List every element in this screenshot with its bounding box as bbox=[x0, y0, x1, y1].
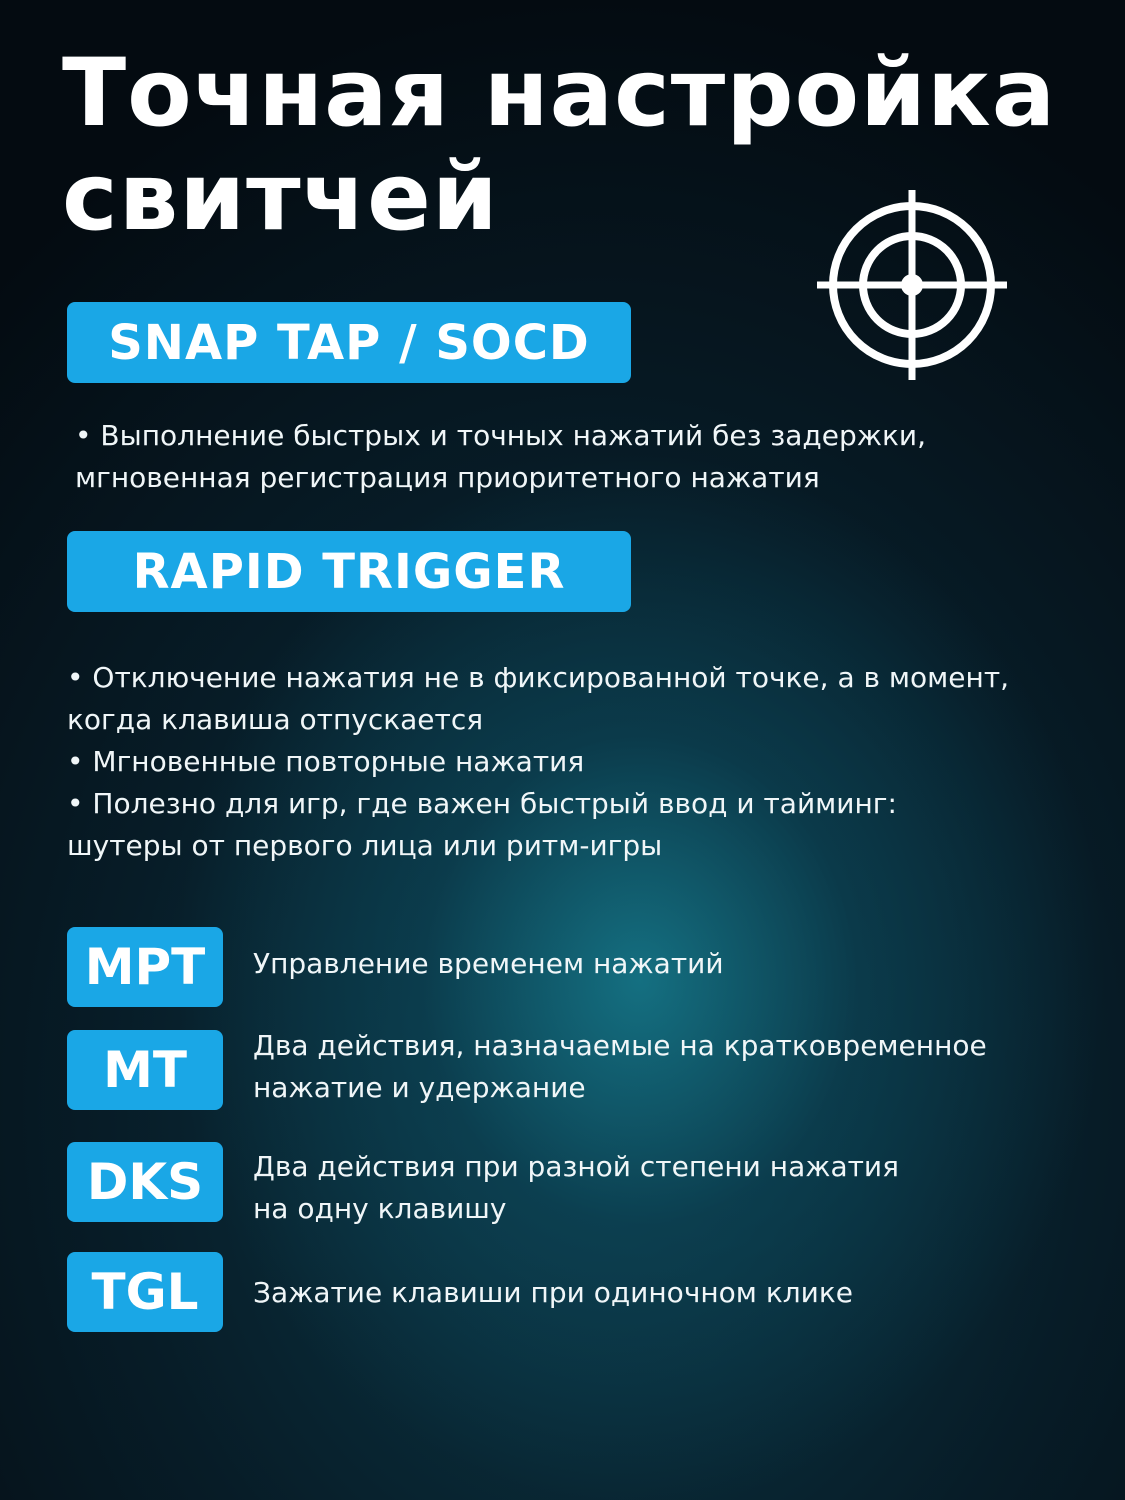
mt-line: Два действия, назначаемые на кратковременное bbox=[253, 1029, 987, 1062]
title-line-2: свитчей bbox=[62, 143, 499, 252]
snap-tap-description bbox=[75, 415, 926, 499]
dks-badge: DKS bbox=[67, 1142, 223, 1222]
mpt-description bbox=[253, 943, 724, 985]
rapid-trigger-line: шутеры от первого лица или ритм-игры bbox=[67, 829, 663, 862]
mpt-badge: MPT bbox=[67, 927, 223, 1007]
rapid-trigger-line: • Отключение нажатия не в фиксированной точке, а в момент, bbox=[67, 661, 1010, 694]
rapid-trigger-line: когда клавиша отпускается bbox=[67, 703, 484, 736]
mt-description bbox=[253, 1025, 987, 1109]
tgl-description bbox=[253, 1272, 853, 1314]
mt-badge: MT bbox=[67, 1030, 223, 1110]
mpt-line: Управление временем нажатий bbox=[253, 947, 724, 980]
dks-line: Два действия при разной степени нажатия bbox=[253, 1150, 899, 1183]
rapid-trigger-line: • Полезно для игр, где важен быстрый ввод и тайминг: bbox=[67, 787, 897, 820]
mt-line: нажатие и удержание bbox=[253, 1071, 586, 1104]
title-line-1: Точная настройка bbox=[62, 39, 1057, 148]
rapid-trigger-line: • Мгновенные повторные нажатия bbox=[67, 745, 585, 778]
snap-tap-line: мгновенная регистрация приоритетного нажатия bbox=[75, 461, 820, 494]
tgl-line: Зажатие клавиши при одиночном клике bbox=[253, 1276, 853, 1309]
dks-line: на одну клавишу bbox=[253, 1192, 507, 1225]
snap-tap-line: • Выполнение быстрых и точных нажатий без задержки, bbox=[75, 419, 927, 452]
tgl-badge: TGL bbox=[67, 1252, 223, 1332]
rapid-trigger-badge: RAPID TRIGGER bbox=[67, 531, 631, 612]
crosshair-target-icon bbox=[815, 188, 1009, 382]
snap-tap-badge: SNAP TAP / SOCD bbox=[67, 302, 631, 383]
dks-description bbox=[253, 1146, 899, 1230]
rapid-trigger-description bbox=[67, 657, 1009, 867]
